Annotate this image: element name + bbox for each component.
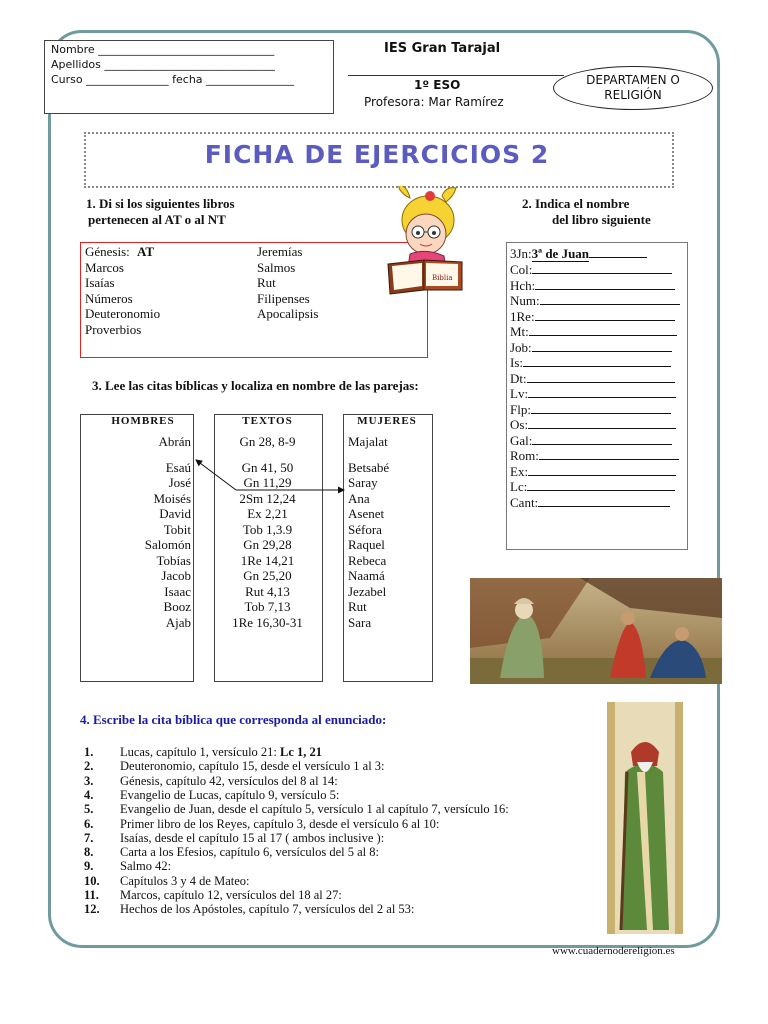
book-item-left: Marcos — [85, 259, 124, 275]
bible-text-reference: Rut 4,13 — [245, 584, 290, 599]
book-item-right: Filipenses — [257, 290, 310, 306]
department-line1: DEPARTAMEN O — [586, 73, 680, 87]
women-column-header: MUJERES — [357, 415, 417, 427]
exercise-item — [84, 788, 339, 803]
abbr-label: Job: — [510, 339, 532, 355]
department-badge — [553, 66, 713, 110]
man-name: David — [159, 506, 191, 521]
arrow-to-esau — [196, 460, 236, 490]
answer-line — [539, 449, 679, 460]
q1-heading-line2: pertenecen al AT o al NT — [88, 212, 226, 227]
man-name: Abrán — [158, 434, 191, 449]
exercise-number: 10. — [84, 873, 100, 888]
exercise-number: 3. — [84, 773, 94, 788]
girl-reading-illustration — [384, 186, 468, 298]
abbr-row[interactable] — [510, 262, 672, 278]
department-line2: RELIGIÓN — [604, 88, 662, 102]
footer-website[interactable]: www.cuadernodereligion.es — [552, 945, 675, 957]
abbr-label: Lc: — [510, 479, 528, 494]
exercise-item — [84, 774, 338, 789]
q2-heading-line1: 2. Indica el nombre — [522, 196, 630, 211]
exercise-number: 4. — [84, 787, 94, 802]
answer-line — [527, 480, 675, 491]
q3-heading: 3. Lee las citas bíblicas y localiza en nombre de las parejas: — [92, 378, 419, 393]
abbr-row[interactable] — [510, 448, 679, 464]
level: 1º ESO — [414, 78, 461, 92]
man-name: Ajab — [165, 615, 191, 630]
q2-heading-line2: del libro siguiente — [552, 212, 651, 227]
exercise-text: Primer libro de los Reyes, capítulo 3, desde el versículo 6 al 10: — [120, 816, 440, 831]
woman-name: Raquel — [348, 537, 385, 552]
abbr-row[interactable] — [510, 479, 675, 495]
abbr-label: Rom: — [510, 448, 539, 463]
answer-line — [532, 263, 672, 274]
exercise-text: Isaías, desde el capítulo 15 al 17 ( ambos inclusive ): — [120, 830, 385, 845]
abbr-label: Os: — [510, 417, 529, 432]
answer-line — [529, 325, 677, 336]
exercise-item — [84, 831, 384, 846]
bible-text-reference: Gn 25,20 — [243, 568, 292, 583]
prophet-painting — [607, 702, 683, 934]
bible-text-reference: Gn 28, 8-9 — [239, 434, 296, 449]
exercise-text: Marcos, capítulo 12, versículos del 18 al 27: — [120, 888, 342, 902]
exercise-item — [84, 817, 439, 832]
woman-name: Rebeca — [348, 553, 387, 568]
woman-name: Saray — [348, 475, 378, 490]
answer-line — [528, 418, 676, 429]
bible-text-reference: 2Sm 12,24 — [239, 491, 296, 506]
abbr-answer-first: 3ª de Juan — [531, 246, 590, 261]
abbr-label: Dt: — [510, 370, 527, 386]
answer-line — [532, 434, 672, 445]
woman-name: Betsabé — [348, 460, 390, 475]
man-name: Tobit — [163, 522, 191, 537]
book-item-left: Proverbios — [85, 322, 142, 337]
abbr-row-first[interactable]: 3Jn:3ª de Juan — [510, 246, 647, 262]
book-item-left: Deuteronomio — [85, 306, 161, 322]
exercise-item — [84, 802, 509, 817]
book-item-left: Números — [85, 290, 133, 306]
bible-text-reference: Ex 2,21 — [247, 506, 288, 521]
abbr-row[interactable] — [510, 309, 675, 325]
answer-line — [531, 403, 671, 414]
abbr-label: Is: — [510, 355, 523, 370]
texts-column-header: TEXTOS — [242, 415, 293, 427]
man-name: Booz — [163, 599, 191, 614]
exercise-answer: Lc 1, 21 — [280, 745, 323, 759]
woman-name: Naamá — [348, 568, 385, 583]
abbr-row[interactable] — [510, 495, 670, 511]
exercise-number: 11. — [84, 888, 99, 902]
abbr-row[interactable] — [510, 355, 671, 371]
abbr-label: Ex: — [510, 463, 529, 479]
exercise-text: Carta a los Efesios, capítulo 6, versículos del 5 al 8: — [120, 845, 379, 860]
abbr-label: Num: — [510, 293, 540, 308]
woman-name: Asenet — [348, 506, 385, 521]
men-column-header: HOMBRES — [111, 415, 175, 427]
biblical-painting-scene — [470, 578, 722, 684]
exercise-item — [84, 902, 414, 917]
answer-line — [538, 496, 670, 507]
man-name: José — [168, 475, 191, 490]
bible-text-reference: Tob 1,3.9 — [242, 522, 293, 537]
exercise-text: Deuteronomio, capítulo 15, desde el versículo 1 al 3: — [120, 759, 385, 774]
abbr-label: Cant: — [510, 494, 539, 510]
man-name: Isaac — [164, 584, 191, 599]
answer-line — [540, 294, 680, 305]
exercise-text: Génesis, capítulo 42, versículos del 8 al 14: — [120, 773, 338, 788]
bible-text-reference: 1Re 16,30-31 — [232, 615, 303, 630]
answer-line — [532, 341, 672, 352]
q4-heading: 4. Escribe la cita bíblica que corresponda al enunciado: — [80, 712, 387, 727]
book-answer-first: AT — [137, 244, 155, 259]
abbr-label: Col: — [510, 262, 533, 277]
abbr-row[interactable] — [510, 464, 676, 480]
q1-heading-line1: 1. Di si los siguientes libros — [86, 196, 235, 211]
exercise-number: 5. — [84, 802, 94, 817]
book-item-right: Apocalipsis — [257, 306, 319, 322]
woman-name: Jezabel — [348, 584, 387, 599]
exercise-text: Hechos de los Apóstoles, capítulo 7, versículos del 2 al 53: — [120, 902, 415, 917]
exercise-text: Lucas, capítulo 1, versículo 21: — [120, 745, 281, 759]
abbr-label: Hch: — [510, 277, 536, 293]
exercise-item — [84, 745, 322, 760]
exercise-text: Evangelio de Lucas, capítulo 9, versículo 5: — [120, 787, 340, 802]
answer-line — [528, 387, 676, 398]
matching-arrows — [180, 450, 360, 500]
school-name: IES Gran Tarajal — [384, 41, 501, 56]
answer-line — [535, 279, 675, 290]
abbr-row[interactable] — [510, 340, 672, 356]
abbr-row[interactable] — [510, 433, 672, 449]
exercise-number: 1. — [84, 745, 94, 759]
book-item-left: Isaías — [85, 275, 115, 291]
bible-text-reference: Tob 7,13 — [244, 599, 291, 614]
exercise-text: Evangelio de Juan, desde el capítulo 5, versículo 1 al capítulo 7, versículo 16: — [120, 802, 509, 817]
book-item-right: Salmos — [257, 259, 296, 275]
surname-field[interactable]: Apellidos _______________________________ — [51, 58, 275, 71]
exercise-item — [84, 859, 171, 874]
answer-line — [527, 372, 675, 383]
exercise-number: 6. — [84, 816, 94, 831]
answer-line — [528, 465, 676, 476]
exercise-number: 7. — [84, 830, 94, 845]
book-item-right: Jeremías — [257, 244, 303, 259]
abbr-label: Lv: — [510, 386, 529, 401]
man-name: Jacob — [161, 568, 191, 583]
exercise-number: 2. — [84, 759, 94, 774]
exercise-text: Salmo 42: — [120, 859, 172, 874]
woman-name: Séfora — [348, 522, 382, 537]
woman-name: Majalat — [348, 434, 388, 449]
abbr-row[interactable] — [510, 278, 675, 294]
abbr-row[interactable] — [510, 417, 676, 433]
abbr-row[interactable] — [510, 386, 676, 402]
bible-text-reference: 1Re 14,21 — [240, 553, 295, 568]
abbr-label: Gal: — [510, 432, 533, 448]
exercise-item — [84, 759, 385, 774]
man-name: Salomón — [144, 537, 191, 552]
page-title: FICHA DE EJERCICIOS 2 — [204, 140, 550, 169]
exercise-number: 12. — [84, 902, 100, 917]
man-name: Tobías — [156, 553, 191, 568]
exercise-item — [84, 888, 342, 903]
woman-name: Ana — [348, 491, 370, 506]
student-info-box — [44, 40, 334, 114]
woman-name: Sara — [348, 615, 372, 630]
bible-text-reference: Gn 29,28 — [243, 537, 292, 552]
exercise-item — [84, 874, 250, 889]
book-item-left: Génesis: — [85, 244, 130, 259]
exercise-number: 8. — [84, 845, 94, 860]
exercise-item — [84, 845, 379, 860]
exercise-number: 9. — [84, 859, 94, 874]
man-name: Moisés — [153, 491, 191, 506]
header-rule — [348, 75, 564, 76]
name-field[interactable]: Nombre ________________________________ — [51, 43, 275, 56]
course-date-field[interactable]: Curso _______________ fecha ________________ — [51, 73, 295, 86]
abbr-row[interactable] — [510, 402, 671, 418]
book-item-right: Rut — [257, 275, 276, 291]
abbr-label: Flp: — [510, 401, 531, 417]
bible-label: Biblia — [432, 274, 453, 282]
abbr-row[interactable] — [510, 293, 680, 309]
abbr-row[interactable] — [510, 324, 677, 340]
bible-text-reference: Gn 11,29 — [243, 475, 292, 490]
teacher: Profesora: Mar Ramírez — [364, 95, 504, 109]
answer-line — [523, 356, 671, 367]
abbr-label: 1Re: — [510, 308, 535, 324]
bible-text-reference: Gn 41, 50 — [241, 460, 294, 475]
answer-line — [535, 310, 675, 321]
exercise-text: Capítulos 3 y 4 de Mateo: — [120, 873, 250, 888]
woman-name: Rut — [348, 599, 367, 614]
man-name: Esaú — [165, 460, 191, 475]
abbr-row[interactable] — [510, 371, 675, 387]
abbr-label: Mt: — [510, 324, 529, 339]
